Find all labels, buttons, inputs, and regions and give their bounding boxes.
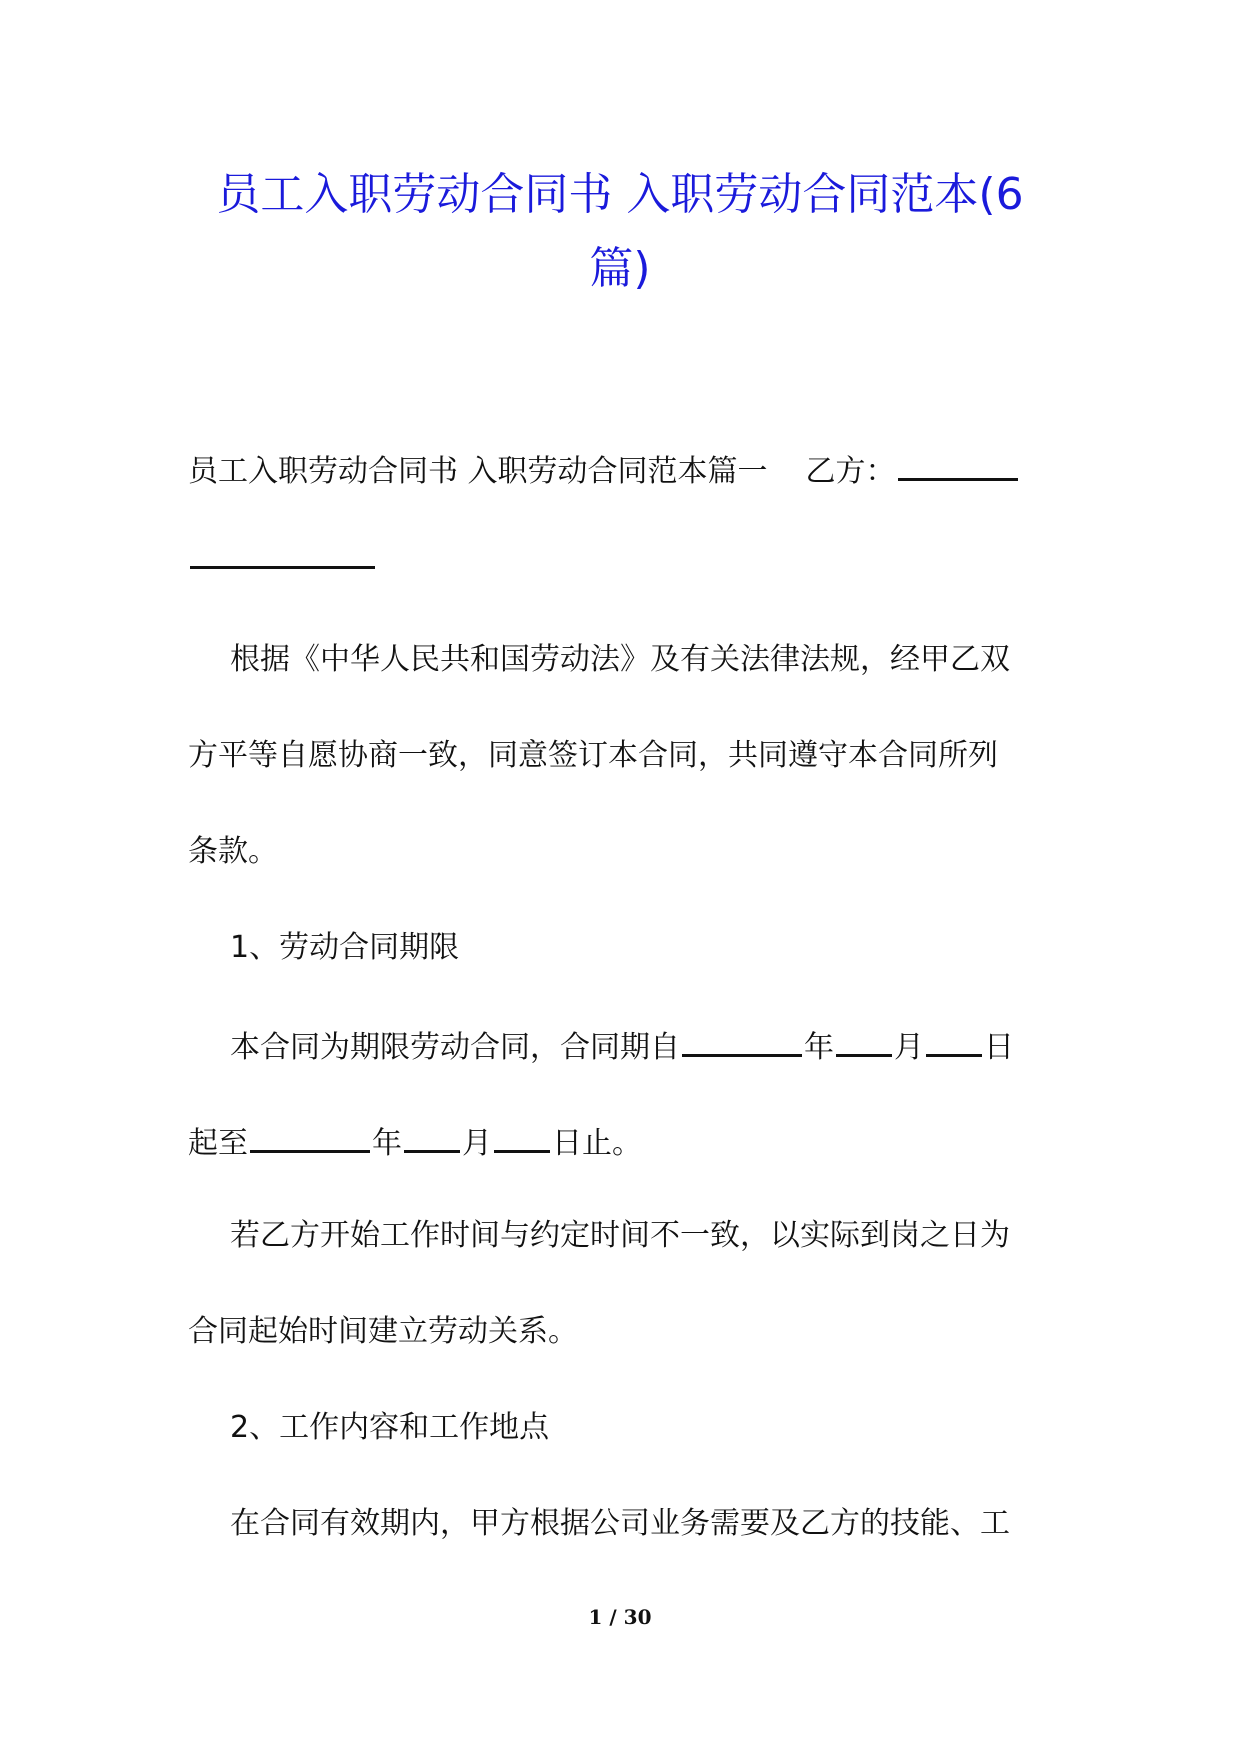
party-b-blank-continued bbox=[190, 536, 375, 569]
end-day-label: 日止。 bbox=[552, 1126, 642, 1161]
paragraph-1-line-1: 根据《中华人民共和国劳动法》及有关法律法规，经甲乙双 bbox=[230, 642, 1010, 677]
contract-term-line-2 bbox=[188, 1120, 1058, 1164]
end-month-label: 月 bbox=[462, 1126, 492, 1161]
start-month-label: 月 bbox=[894, 1030, 924, 1065]
document-title: 员工入职劳动合同书 入职劳动合同范本(6篇) bbox=[216, 169, 1024, 294]
end-year-blank bbox=[250, 1120, 370, 1153]
end-month-blank bbox=[404, 1120, 460, 1153]
start-month-blank bbox=[836, 1024, 892, 1057]
paragraph-1-line-2: 方平等自愿协商一致，同意签订本合同，共同遵守本合同所列 bbox=[188, 738, 998, 773]
start-day-blank bbox=[926, 1024, 982, 1057]
paragraph-3-line-1: 若乙方开始工作时间与约定时间不一致，以实际到岗之日为 bbox=[230, 1218, 1010, 1253]
intro-heading: 员工入职劳动合同书 入职劳动合同范本篇一 bbox=[188, 454, 768, 489]
paragraph-1-line-3: 条款。 bbox=[188, 834, 278, 869]
start-year-label: 年 bbox=[804, 1030, 834, 1065]
party-b-blank-continued-line bbox=[188, 536, 1058, 580]
start-day-label: 日 bbox=[984, 1030, 1014, 1065]
page-number: 1 / 30 bbox=[588, 1605, 652, 1629]
party-b-label: 乙方： bbox=[805, 454, 896, 489]
paragraph-3-line-2: 合同起始时间建立劳动关系。 bbox=[188, 1314, 578, 1349]
intro-line bbox=[188, 448, 1058, 492]
party-b-blank bbox=[898, 448, 1018, 481]
paragraph-4-line-1: 在合同有效期内，甲方根据公司业务需要及乙方的技能、工 bbox=[230, 1506, 1010, 1541]
end-text: 起至 bbox=[188, 1126, 248, 1161]
section-heading-2: 2、工作内容和工作地点 bbox=[230, 1410, 550, 1445]
contract-term-text: 本合同为期限劳动合同，合同期自 bbox=[230, 1030, 680, 1065]
contract-term-line-1 bbox=[230, 1024, 1058, 1068]
section-heading-1: 1、劳动合同期限 bbox=[230, 930, 460, 965]
start-year-blank bbox=[682, 1024, 802, 1057]
end-year-label: 年 bbox=[372, 1126, 402, 1161]
end-day-blank bbox=[494, 1120, 550, 1153]
